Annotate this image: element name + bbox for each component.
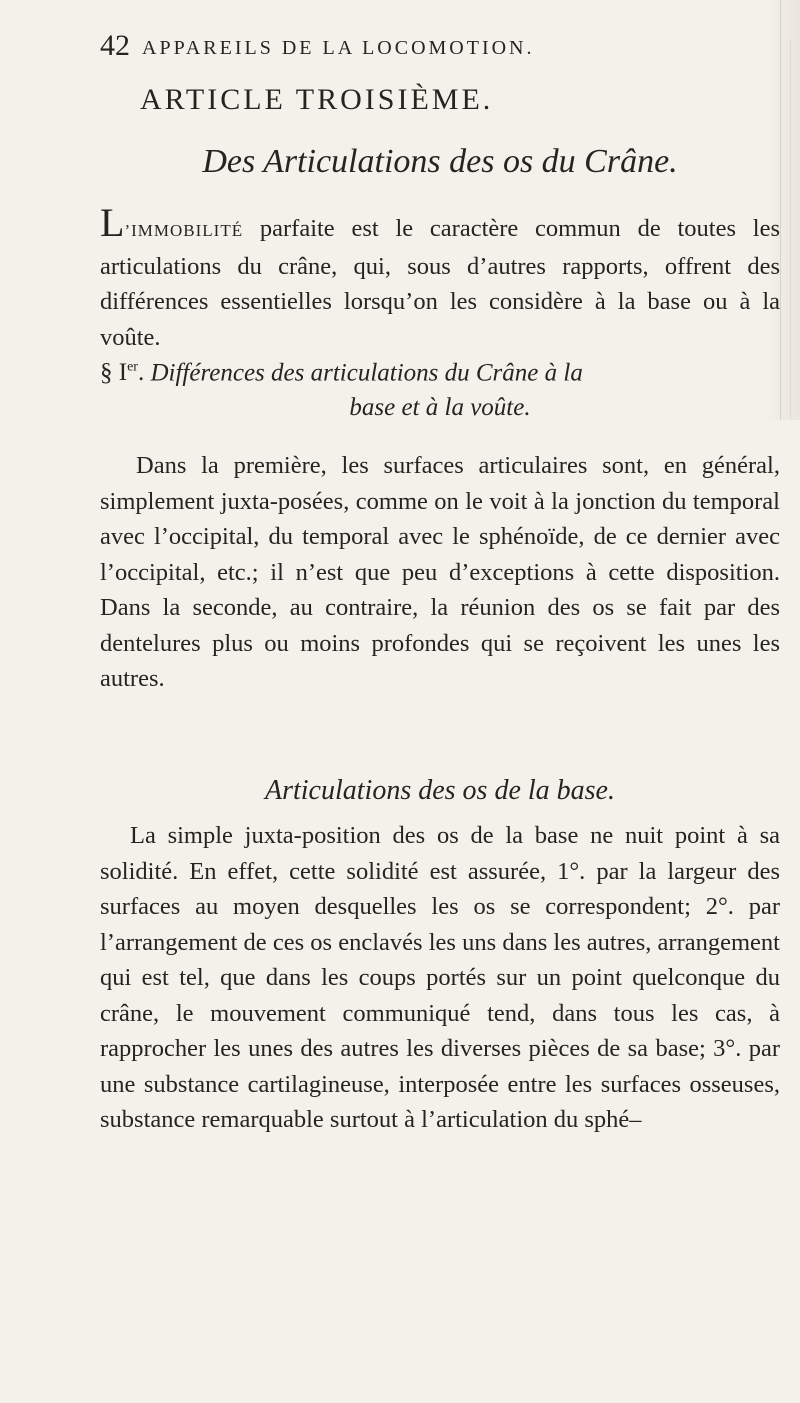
running-title: APPAREILS DE LA LOCOMOTION. [142,37,535,59]
subheading-line-2: base et à la voûte. [349,394,531,422]
section-mark: § [100,359,113,387]
page-number: 42 [100,29,130,62]
subheading-differences [100,350,780,425]
subheading-line-1: Différences des articulations du Crâne à la [150,359,583,387]
section-number: Ier. [118,359,145,387]
paragraph-intro-text: parfaite est le caractère commun de toutes les articulations du crâne, qui, sous d’autres rapports, offrent des différences essentielles lorsqu’on les considère à la base ou à la voûte. [100,215,780,351]
article-heading: ARTICLE TROISIÈME. [140,83,494,116]
paragraph-juxtaposition: La simple juxta-position des os de la base ne nuit point à sa solidité. En effet, cette solidité est assurée, 1°. par la largeur des surfaces au moyen desquelles les os se correspondent; 2°. par l’arrangement de ces os enclavés les uns dans les autres, arrangement qui est tel, que dans les coups portés sur un point quelconque du crâne, le mouvement communiqué tend, dans tous les cas, à rapprocher les unes des autres les diverses pièces de sa base; 3°. par une substance cartilagineuse, interposée entre les surfaces osseuses, substance remarquable surtout à l’articulation du sphé– [100,822,780,1133]
section-title: Des Articulations des os du Crâne. [202,143,678,180]
subheading-base-articulations: Articulations des os de la base. [265,775,615,806]
small-caps-word: ’IMMOBILITÉ [124,221,244,240]
section-number-sup: er [127,360,138,375]
running-head [100,28,780,68]
drop-initial: L [100,200,125,245]
paragraph-base-vault: Dans la première, les surfaces articulaires sont, en général, simplement juxta-posées, comme on le voit à la jonction du temporal avec l’occipital, du temporal avec le sphénoïde, de ce dernier avec l’occipital, etc.; il n’est que peu d’exceptions à cette disposition. Dans la seconde, au contraire, la réunion des os se fait par des dentelures plus ou moins profondes qui se reçoivent les unes les autres. [100,452,780,692]
section-number-main: I [118,359,128,387]
paragraph-intro [100,200,780,355]
